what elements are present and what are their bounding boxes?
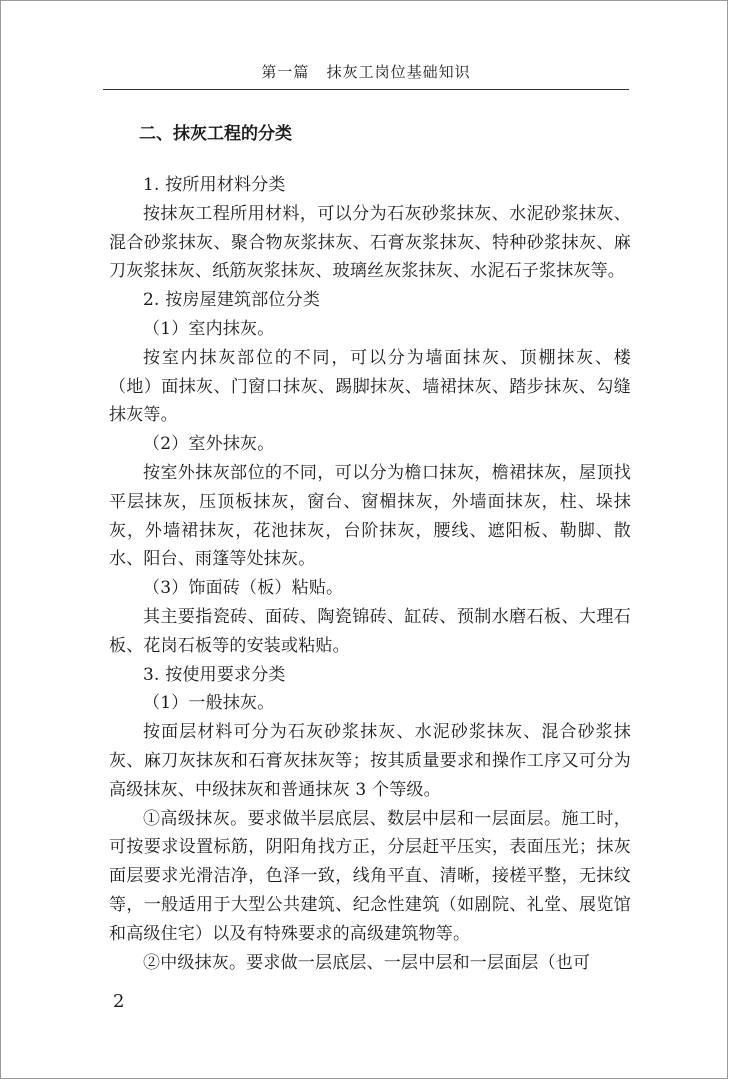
section-title: 二、抹灰工程的分类 bbox=[139, 124, 292, 144]
body-text bbox=[109, 119, 631, 977]
paragraph: 按室内抹灰部位的不同，可以分为墙面抹灰、顶棚抹灰、楼（地）面抹灰、门窗口抹灰、踢脚抹灰、墙裙抹灰、踏步抹灰、勾缝抹灰等。 bbox=[109, 347, 631, 426]
page-number: 2 bbox=[113, 991, 125, 1012]
running-head: 第一篇 抹灰工岗位基础知识 bbox=[261, 63, 471, 81]
paragraph-mid-grade: ②中级抹灰。要求做一层底层、一层中层和一层面层（也可 bbox=[143, 952, 591, 973]
paragraph: 按面层材料可分为石灰砂浆抹灰、水泥砂浆抹灰、混合砂浆抹灰、麻刀灰抹灰和石膏灰抹灰等；按其质量要求和操作工序又可分为高级抹灰、中级抹灰和普通抹灰 3 个等级。 bbox=[109, 722, 631, 800]
paragraph-subheading-building-parts: 2. 按房屋建筑部位分类 bbox=[143, 290, 321, 311]
paragraph-item-outdoor: （2）室外抹灰。 bbox=[143, 434, 275, 455]
paragraph: 按室外抹灰部位的不同，可以分为檐口抹灰，檐裙抹灰，屋顶找平层抹灰，压顶板抹灰，窗台、窗楣抹灰，外墙面抹灰，柱、垛抹灰，外墙裙抹灰，花池抹灰，台阶抹灰，腰线、遮阳板、勒脚、散水、阳台、雨篷等处抹灰。 bbox=[109, 462, 631, 570]
paragraph-item-general: （1）一般抹灰。 bbox=[143, 693, 275, 714]
paragraph: 其主要指瓷砖、面砖、陶瓷锦砖、缸砖、预制水磨石板、大理石板、花岗石板等的安装或粘贴。 bbox=[109, 606, 631, 656]
header-rule bbox=[103, 89, 629, 90]
paragraph-item-tiles: （3）饰面砖（板）粘贴。 bbox=[143, 578, 344, 599]
paragraph-subheading-materials: 1. 按所用材料分类 bbox=[143, 175, 286, 195]
paragraph-subheading-requirements: 3. 按使用要求分类 bbox=[143, 664, 286, 685]
paragraph-high-grade: ①高级抹灰。要求做半层底层、数层中层和一层面层。施工时，可按要求设置标筋，阴阳角找方正，分层赶平压实，表面压光；抹灰面层要求光滑洁净，色泽一致，线角平直、清晰，接槎平整，无抹纹等，一般适用于大型公共建筑、纪念性建筑（如剧院、礼堂、展览馆和高级住宅）以及有特殊要求的高级建筑物等。 bbox=[109, 808, 631, 944]
paragraph: 按抹灰工程所用材料，可以分为石灰砂浆抹灰、水泥砂浆抹灰、混合砂浆抹灰、聚合物灰浆抹灰、石膏灰浆抹灰、特种砂浆抹灰、麻刀灰浆抹灰、纸筋灰浆抹灰、玻璃丝灰浆抹灰、水泥石子浆抹灰等。 bbox=[109, 203, 631, 282]
paragraph-item-indoor: （1）室内抹灰。 bbox=[143, 318, 275, 339]
